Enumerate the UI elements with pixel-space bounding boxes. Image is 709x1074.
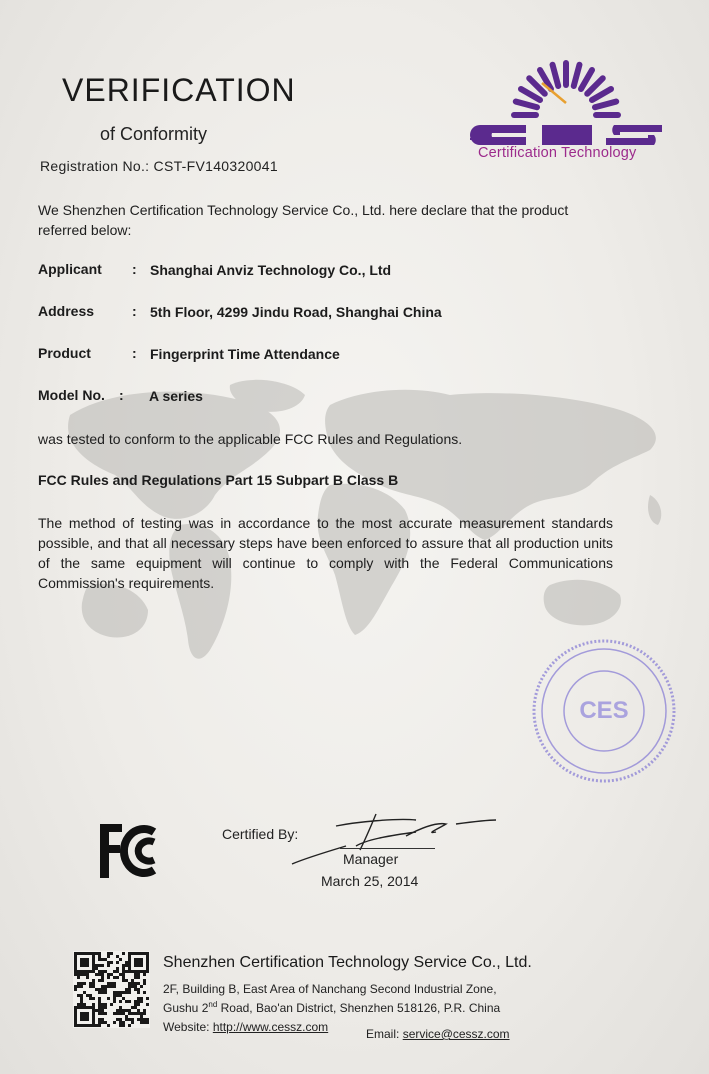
qr-code: [73, 951, 150, 1028]
email-label: Email:: [366, 1027, 403, 1041]
website-link[interactable]: http://www.cessz.com: [212, 1020, 329, 1034]
model-value: A series: [149, 388, 203, 404]
address-value: 5th Floor, 4299 Jindu Road, Shanghai China: [150, 304, 442, 320]
footer-website: [163, 1020, 328, 1034]
registration-number: Registration No.: CST-FV140320041: [40, 158, 278, 174]
address-part-a: Gushu 2: [163, 1001, 209, 1015]
website-label: Website:: [163, 1020, 213, 1034]
svg-text:CES: CES: [579, 697, 629, 724]
footer-company-name: Shenzhen Certification Technology Service Co., Ltd.: [163, 954, 532, 971]
footer-address-line1: 2F, Building B, East Area of Nanchang Second Industrial Zone,: [163, 982, 497, 996]
footer-address-line2: [163, 1000, 500, 1015]
ces-logo: [470, 55, 680, 150]
signature-line: [340, 848, 435, 849]
intro-paragraph: We Shenzhen Certification Technology Service Co., Ltd. here declare that the product referred below:: [38, 202, 569, 238]
logo-tagline: Certification Technology: [478, 145, 637, 161]
product-label: Product: [38, 345, 91, 361]
address-colon: :: [132, 303, 137, 319]
footer-email: [366, 1027, 510, 1041]
fcc-logo: [96, 820, 171, 882]
applicant-value: Shanghai Anviz Technology Co., Ltd: [150, 262, 392, 278]
product-colon: :: [132, 345, 137, 361]
address-part-b: Road, Bao'an District, Shenzhen 518126, P.R. China: [217, 1001, 501, 1015]
address-label: Address: [38, 303, 95, 319]
certification-date: March 25, 2014: [321, 873, 419, 889]
applicant-label: Applicant: [38, 261, 102, 277]
applicant-colon: :: [132, 261, 137, 277]
model-label: Model No.: [38, 387, 105, 403]
fcc-rules: FCC Rules and Regulations Part 15 Subpart B Class B: [38, 472, 399, 488]
document-subtitle: of Conformity: [100, 124, 208, 144]
method-paragraph: The method of testing was in accordance to the most accurate measurement standards possible, and that all necessary steps have been enforced to assure that all production units of the same equipment will continue to comply with the Federal Communications Commission's requirements.: [38, 515, 613, 591]
address-sup: nd: [208, 1000, 218, 1009]
document-title: VERIFICATION: [62, 72, 296, 108]
signatory-title: Manager: [343, 851, 399, 867]
ces-seal-stamp: [528, 636, 680, 786]
tested-statement: was tested to conform to the applicable FCC Rules and Regulations.: [38, 431, 463, 447]
product-value: Fingerprint Time Attendance: [150, 346, 340, 362]
certified-by-label: Certified By:: [222, 826, 299, 842]
email-link[interactable]: service@cessz.com: [402, 1027, 510, 1041]
model-colon: :: [119, 387, 124, 403]
